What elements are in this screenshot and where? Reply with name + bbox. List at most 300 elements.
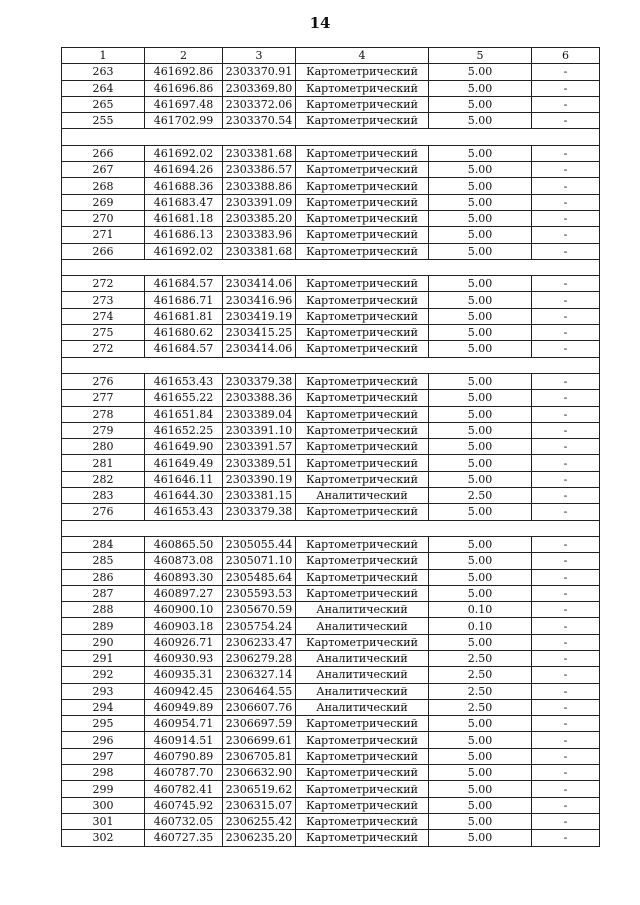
- accuracy-cell: 5.00: [429, 813, 532, 829]
- point-number-cell: 293: [62, 683, 145, 699]
- accuracy-cell: 5.00: [429, 227, 532, 243]
- method-cell: Картометрический: [296, 422, 429, 438]
- method-cell: Картометрический: [296, 634, 429, 650]
- note-cell: -: [532, 390, 600, 406]
- accuracy-cell: 5.00: [429, 569, 532, 585]
- accuracy-cell: 5.00: [429, 308, 532, 324]
- x-coordinate-cell: 461680.62: [145, 325, 223, 341]
- y-coordinate-cell: 2306632.90: [223, 765, 296, 781]
- y-coordinate-cell: 2303415.25: [223, 325, 296, 341]
- point-number-cell: 294: [62, 699, 145, 715]
- y-coordinate-cell: 2303416.96: [223, 292, 296, 308]
- table-row: [62, 243, 600, 259]
- table-row: [62, 227, 600, 243]
- table-row: [62, 602, 600, 618]
- x-coordinate-cell: 460914.51: [145, 732, 223, 748]
- point-number-cell: 279: [62, 422, 145, 438]
- note-cell: -: [532, 683, 600, 699]
- x-coordinate-cell: 461652.25: [145, 422, 223, 438]
- table-row: [62, 699, 600, 715]
- note-cell: -: [532, 276, 600, 292]
- y-coordinate-cell: 2303388.86: [223, 178, 296, 194]
- x-coordinate-cell: 461653.43: [145, 373, 223, 389]
- method-cell: Картометрический: [296, 732, 429, 748]
- y-coordinate-cell: 2306607.76: [223, 699, 296, 715]
- table-row: [62, 797, 600, 813]
- table-row: [62, 585, 600, 601]
- x-coordinate-cell: 460893.30: [145, 569, 223, 585]
- point-number-cell: 255: [62, 113, 145, 129]
- note-cell: -: [532, 748, 600, 764]
- table-row: [62, 716, 600, 732]
- note-cell: -: [532, 439, 600, 455]
- accuracy-cell: 5.00: [429, 64, 532, 80]
- method-cell: Картометрический: [296, 325, 429, 341]
- note-cell: -: [532, 830, 600, 846]
- table-row: [62, 80, 600, 96]
- table-row: [62, 325, 600, 341]
- y-coordinate-cell: 2303379.38: [223, 504, 296, 520]
- note-cell: -: [532, 210, 600, 226]
- note-cell: -: [532, 732, 600, 748]
- method-cell: Картометрический: [296, 455, 429, 471]
- x-coordinate-cell: 461684.57: [145, 276, 223, 292]
- x-coordinate-cell: 461649.49: [145, 455, 223, 471]
- point-number-cell: 297: [62, 748, 145, 764]
- y-coordinate-cell: 2303372.06: [223, 96, 296, 112]
- note-cell: -: [532, 634, 600, 650]
- method-cell: Аналитический: [296, 488, 429, 504]
- point-number-cell: 300: [62, 797, 145, 813]
- note-cell: -: [532, 178, 600, 194]
- table-row: [62, 748, 600, 764]
- accuracy-cell: 5.00: [429, 276, 532, 292]
- note-cell: -: [532, 813, 600, 829]
- table-row: [62, 667, 600, 683]
- table-row: [62, 162, 600, 178]
- point-number-cell: 271: [62, 227, 145, 243]
- note-cell: -: [532, 716, 600, 732]
- point-number-cell: 265: [62, 96, 145, 112]
- y-coordinate-cell: 2305055.44: [223, 536, 296, 552]
- note-cell: -: [532, 325, 600, 341]
- table-row: [62, 292, 600, 308]
- point-number-cell: 264: [62, 80, 145, 96]
- accuracy-cell: 5.00: [429, 80, 532, 96]
- y-coordinate-cell: 2303414.06: [223, 276, 296, 292]
- note-cell: -: [532, 602, 600, 618]
- table-row: [62, 536, 600, 552]
- y-coordinate-cell: 2305754.24: [223, 618, 296, 634]
- method-cell: Картометрический: [296, 716, 429, 732]
- point-number-cell: 285: [62, 553, 145, 569]
- method-cell: Картометрический: [296, 113, 429, 129]
- x-coordinate-cell: 460949.89: [145, 699, 223, 715]
- x-coordinate-cell: 460790.89: [145, 748, 223, 764]
- accuracy-cell: 5.00: [429, 765, 532, 781]
- y-coordinate-cell: 2303391.09: [223, 194, 296, 210]
- x-coordinate-cell: 460745.92: [145, 797, 223, 813]
- x-coordinate-cell: 460787.70: [145, 765, 223, 781]
- x-coordinate-cell: 461683.47: [145, 194, 223, 210]
- x-coordinate-cell: 460865.50: [145, 536, 223, 552]
- method-cell: Картометрический: [296, 569, 429, 585]
- accuracy-cell: 0.10: [429, 618, 532, 634]
- separator-row: [62, 259, 600, 275]
- separator-cell: [62, 520, 600, 536]
- table-header-row: [62, 48, 600, 64]
- point-number-cell: 275: [62, 325, 145, 341]
- note-cell: -: [532, 585, 600, 601]
- x-coordinate-cell: 460954.71: [145, 716, 223, 732]
- point-number-cell: 296: [62, 732, 145, 748]
- note-cell: -: [532, 145, 600, 161]
- accuracy-cell: 5.00: [429, 341, 532, 357]
- separator-row: [62, 357, 600, 373]
- note-cell: -: [532, 422, 600, 438]
- note-cell: -: [532, 553, 600, 569]
- point-number-cell: 289: [62, 618, 145, 634]
- method-cell: Картометрический: [296, 536, 429, 552]
- method-cell: Картометрический: [296, 781, 429, 797]
- note-cell: -: [532, 536, 600, 552]
- point-number-cell: 281: [62, 455, 145, 471]
- method-cell: Картометрический: [296, 585, 429, 601]
- page-number: 14: [309, 14, 331, 32]
- x-coordinate-cell: 461694.26: [145, 162, 223, 178]
- x-coordinate-cell: 461697.48: [145, 96, 223, 112]
- x-coordinate-cell: 461692.02: [145, 243, 223, 259]
- accuracy-cell: 5.00: [429, 830, 532, 846]
- point-number-cell: 290: [62, 634, 145, 650]
- note-cell: -: [532, 765, 600, 781]
- y-coordinate-cell: 2306279.28: [223, 650, 296, 666]
- point-number-cell: 272: [62, 341, 145, 357]
- accuracy-cell: 5.00: [429, 194, 532, 210]
- x-coordinate-cell: 461692.86: [145, 64, 223, 80]
- y-coordinate-cell: 2306705.81: [223, 748, 296, 764]
- accuracy-cell: 2.50: [429, 699, 532, 715]
- accuracy-cell: 5.00: [429, 634, 532, 650]
- accuracy-cell: 5.00: [429, 406, 532, 422]
- point-number-cell: 273: [62, 292, 145, 308]
- note-cell: -: [532, 455, 600, 471]
- method-cell: Картометрический: [296, 748, 429, 764]
- table-row: [62, 64, 600, 80]
- point-number-cell: 302: [62, 830, 145, 846]
- table-row: [62, 618, 600, 634]
- y-coordinate-cell: 2303385.20: [223, 210, 296, 226]
- accuracy-cell: 2.50: [429, 488, 532, 504]
- method-cell: Картометрический: [296, 194, 429, 210]
- accuracy-cell: 5.00: [429, 210, 532, 226]
- accuracy-cell: 5.00: [429, 781, 532, 797]
- separator-row: [62, 129, 600, 145]
- accuracy-cell: 2.50: [429, 683, 532, 699]
- x-coordinate-cell: 461649.90: [145, 439, 223, 455]
- method-cell: Картометрический: [296, 178, 429, 194]
- note-cell: -: [532, 243, 600, 259]
- x-coordinate-cell: 461651.84: [145, 406, 223, 422]
- table-row: [62, 341, 600, 357]
- point-number-cell: 301: [62, 813, 145, 829]
- x-coordinate-cell: 461686.71: [145, 292, 223, 308]
- y-coordinate-cell: 2305670.59: [223, 602, 296, 618]
- note-cell: -: [532, 96, 600, 112]
- y-coordinate-cell: 2306697.59: [223, 716, 296, 732]
- separator-cell: [62, 259, 600, 275]
- point-number-cell: 280: [62, 439, 145, 455]
- x-coordinate-cell: 460897.27: [145, 585, 223, 601]
- note-cell: -: [532, 162, 600, 178]
- accuracy-cell: 5.00: [429, 390, 532, 406]
- accuracy-cell: 5.00: [429, 373, 532, 389]
- x-coordinate-cell: 460930.93: [145, 650, 223, 666]
- accuracy-cell: 0.10: [429, 602, 532, 618]
- column-header: 2: [145, 48, 223, 64]
- note-cell: -: [532, 699, 600, 715]
- y-coordinate-cell: 2303389.04: [223, 406, 296, 422]
- method-cell: Картометрический: [296, 553, 429, 569]
- y-coordinate-cell: 2306255.42: [223, 813, 296, 829]
- table-row: [62, 569, 600, 585]
- point-number-cell: 299: [62, 781, 145, 797]
- method-cell: Картометрический: [296, 145, 429, 161]
- y-coordinate-cell: 2303386.57: [223, 162, 296, 178]
- y-coordinate-cell: 2303390.19: [223, 471, 296, 487]
- note-cell: -: [532, 341, 600, 357]
- x-coordinate-cell: 461655.22: [145, 390, 223, 406]
- point-number-cell: 282: [62, 471, 145, 487]
- x-coordinate-cell: 460873.08: [145, 553, 223, 569]
- table-row: [62, 145, 600, 161]
- x-coordinate-cell: 461688.36: [145, 178, 223, 194]
- method-cell: Картометрический: [296, 406, 429, 422]
- accuracy-cell: 2.50: [429, 667, 532, 683]
- x-coordinate-cell: 461644.30: [145, 488, 223, 504]
- method-cell: Картометрический: [296, 341, 429, 357]
- note-cell: -: [532, 292, 600, 308]
- accuracy-cell: 2.50: [429, 650, 532, 666]
- note-cell: -: [532, 373, 600, 389]
- accuracy-cell: 5.00: [429, 536, 532, 552]
- note-cell: -: [532, 781, 600, 797]
- accuracy-cell: 5.00: [429, 145, 532, 161]
- accuracy-cell: 5.00: [429, 553, 532, 569]
- y-coordinate-cell: 2306519.62: [223, 781, 296, 797]
- point-number-cell: 284: [62, 536, 145, 552]
- accuracy-cell: 5.00: [429, 439, 532, 455]
- accuracy-cell: 5.00: [429, 504, 532, 520]
- y-coordinate-cell: 2305593.53: [223, 585, 296, 601]
- accuracy-cell: 5.00: [429, 178, 532, 194]
- method-cell: Картометрический: [296, 210, 429, 226]
- x-coordinate-cell: 460727.35: [145, 830, 223, 846]
- table-body: [62, 64, 600, 846]
- table-row: [62, 471, 600, 487]
- point-number-cell: 283: [62, 488, 145, 504]
- separator-row: [62, 520, 600, 536]
- accuracy-cell: 5.00: [429, 292, 532, 308]
- point-number-cell: 291: [62, 650, 145, 666]
- method-cell: Картометрический: [296, 390, 429, 406]
- y-coordinate-cell: 2303381.68: [223, 145, 296, 161]
- table-row: [62, 308, 600, 324]
- point-number-cell: 266: [62, 145, 145, 161]
- point-number-cell: 288: [62, 602, 145, 618]
- y-coordinate-cell: 2303370.54: [223, 113, 296, 129]
- table-row: [62, 373, 600, 389]
- note-cell: -: [532, 488, 600, 504]
- accuracy-cell: 5.00: [429, 113, 532, 129]
- method-cell: Картометрический: [296, 504, 429, 520]
- table-row: [62, 276, 600, 292]
- method-cell: Картометрический: [296, 64, 429, 80]
- table-row: [62, 422, 600, 438]
- method-cell: Картометрический: [296, 227, 429, 243]
- method-cell: Картометрический: [296, 797, 429, 813]
- separator-cell: [62, 357, 600, 373]
- x-coordinate-cell: 461681.81: [145, 308, 223, 324]
- column-header: 6: [532, 48, 600, 64]
- table-row: [62, 439, 600, 455]
- accuracy-cell: 5.00: [429, 422, 532, 438]
- method-cell: Аналитический: [296, 618, 429, 634]
- accuracy-cell: 5.00: [429, 797, 532, 813]
- point-number-cell: 270: [62, 210, 145, 226]
- x-coordinate-cell: 460942.45: [145, 683, 223, 699]
- table-row: [62, 732, 600, 748]
- note-cell: -: [532, 80, 600, 96]
- x-coordinate-cell: 460900.10: [145, 602, 223, 618]
- method-cell: Аналитический: [296, 650, 429, 666]
- method-cell: Картометрический: [296, 243, 429, 259]
- column-header: 3: [223, 48, 296, 64]
- table-row: [62, 683, 600, 699]
- y-coordinate-cell: 2303391.57: [223, 439, 296, 455]
- note-cell: -: [532, 64, 600, 80]
- point-number-cell: 277: [62, 390, 145, 406]
- note-cell: -: [532, 650, 600, 666]
- table-row: [62, 178, 600, 194]
- y-coordinate-cell: 2303381.15: [223, 488, 296, 504]
- y-coordinate-cell: 2306315.07: [223, 797, 296, 813]
- x-coordinate-cell: 461696.86: [145, 80, 223, 96]
- note-cell: -: [532, 471, 600, 487]
- point-number-cell: 278: [62, 406, 145, 422]
- note-cell: -: [532, 406, 600, 422]
- table-row: [62, 650, 600, 666]
- column-header: 5: [429, 48, 532, 64]
- accuracy-cell: 5.00: [429, 455, 532, 471]
- point-number-cell: 274: [62, 308, 145, 324]
- method-cell: Картометрический: [296, 308, 429, 324]
- point-number-cell: 263: [62, 64, 145, 80]
- point-number-cell: 269: [62, 194, 145, 210]
- table-row: [62, 96, 600, 112]
- point-number-cell: 276: [62, 504, 145, 520]
- table-row: [62, 634, 600, 650]
- method-cell: Картометрический: [296, 96, 429, 112]
- accuracy-cell: 5.00: [429, 585, 532, 601]
- x-coordinate-cell: 460926.71: [145, 634, 223, 650]
- column-header: 4: [296, 48, 429, 64]
- y-coordinate-cell: 2306699.61: [223, 732, 296, 748]
- accuracy-cell: 5.00: [429, 243, 532, 259]
- table-row: [62, 210, 600, 226]
- note-cell: -: [532, 227, 600, 243]
- table-row: [62, 406, 600, 422]
- point-number-cell: 286: [62, 569, 145, 585]
- note-cell: -: [532, 194, 600, 210]
- y-coordinate-cell: 2303419.19: [223, 308, 296, 324]
- note-cell: -: [532, 504, 600, 520]
- y-coordinate-cell: 2305485.64: [223, 569, 296, 585]
- x-coordinate-cell: 460935.31: [145, 667, 223, 683]
- table-row: [62, 113, 600, 129]
- table-row: [62, 830, 600, 846]
- x-coordinate-cell: 460782.41: [145, 781, 223, 797]
- table-row: [62, 390, 600, 406]
- y-coordinate-cell: 2303379.38: [223, 373, 296, 389]
- y-coordinate-cell: 2306233.47: [223, 634, 296, 650]
- method-cell: Аналитический: [296, 683, 429, 699]
- x-coordinate-cell: 460732.05: [145, 813, 223, 829]
- y-coordinate-cell: 2303391.10: [223, 422, 296, 438]
- note-cell: -: [532, 797, 600, 813]
- method-cell: Картометрический: [296, 292, 429, 308]
- y-coordinate-cell: 2303370.91: [223, 64, 296, 80]
- accuracy-cell: 5.00: [429, 748, 532, 764]
- method-cell: Картометрический: [296, 162, 429, 178]
- point-number-cell: 298: [62, 765, 145, 781]
- accuracy-cell: 5.00: [429, 732, 532, 748]
- point-number-cell: 287: [62, 585, 145, 601]
- coordinates-table: [61, 47, 600, 847]
- y-coordinate-cell: 2303389.51: [223, 455, 296, 471]
- table-row: [62, 488, 600, 504]
- method-cell: Картометрический: [296, 439, 429, 455]
- accuracy-cell: 5.00: [429, 471, 532, 487]
- x-coordinate-cell: 461686.13: [145, 227, 223, 243]
- table-row: [62, 504, 600, 520]
- method-cell: Аналитический: [296, 667, 429, 683]
- note-cell: -: [532, 569, 600, 585]
- point-number-cell: 266: [62, 243, 145, 259]
- y-coordinate-cell: 2303388.36: [223, 390, 296, 406]
- method-cell: Картометрический: [296, 765, 429, 781]
- column-header: 1: [62, 48, 145, 64]
- table-row: [62, 813, 600, 829]
- y-coordinate-cell: 2303383.96: [223, 227, 296, 243]
- method-cell: Картометрический: [296, 80, 429, 96]
- accuracy-cell: 5.00: [429, 716, 532, 732]
- method-cell: Картометрический: [296, 471, 429, 487]
- note-cell: -: [532, 618, 600, 634]
- method-cell: Картометрический: [296, 276, 429, 292]
- accuracy-cell: 5.00: [429, 96, 532, 112]
- separator-cell: [62, 129, 600, 145]
- method-cell: Аналитический: [296, 602, 429, 618]
- accuracy-cell: 5.00: [429, 325, 532, 341]
- method-cell: Картометрический: [296, 830, 429, 846]
- point-number-cell: 292: [62, 667, 145, 683]
- x-coordinate-cell: 461653.43: [145, 504, 223, 520]
- y-coordinate-cell: 2303381.68: [223, 243, 296, 259]
- table-row: [62, 455, 600, 471]
- note-cell: -: [532, 667, 600, 683]
- y-coordinate-cell: 2306464.55: [223, 683, 296, 699]
